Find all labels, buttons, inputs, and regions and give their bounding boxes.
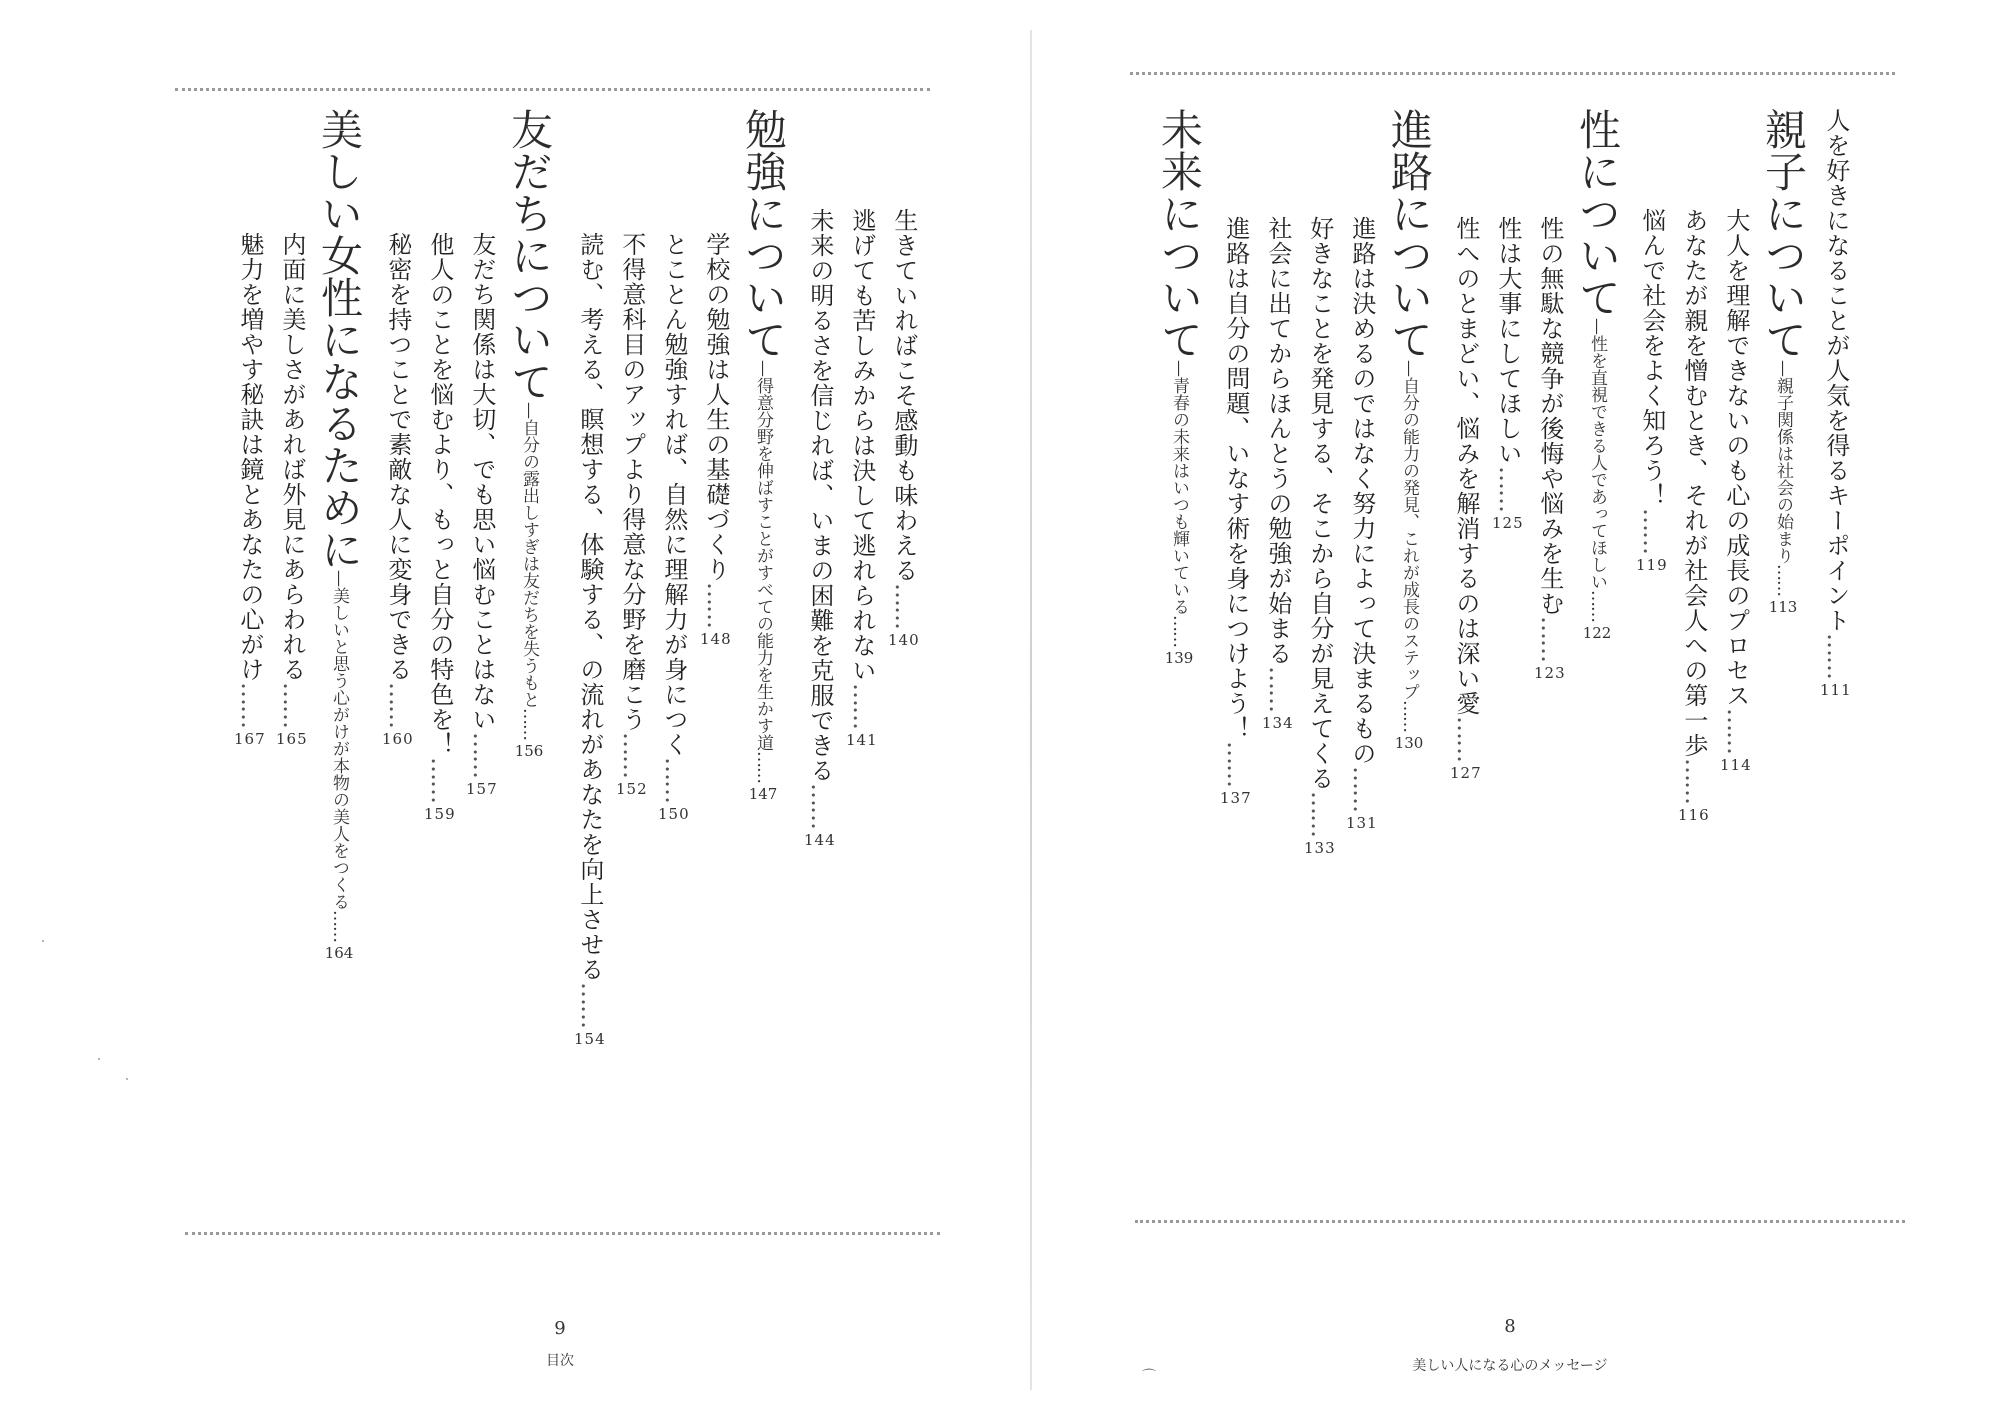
toc-entry[interactable]: 進路は決めるのではなく努力によって決まるもの……131 [1346, 216, 1378, 832]
right-page [1030, 0, 2000, 1418]
scan-mark: ⌒ [1142, 1369, 1156, 1385]
bottom-dotted-rule [185, 1232, 940, 1235]
toc-entry[interactable]: 性は大事にしてほしい……125 [1492, 216, 1524, 532]
section-heading[interactable]: 友だちについて—自分の露出しすぎは友だちを失うもと……156 [505, 108, 554, 760]
toc-entry[interactable]: 社会に出てからほんとうの勉強が始まる……134 [1262, 216, 1294, 732]
top-dotted-rule [175, 88, 930, 91]
toc-entry[interactable]: 性の無駄な競争が後悔や悩みを生む……123 [1534, 216, 1566, 682]
toc-entry[interactable]: 秘密を持つことで素敵な人に変身できる……160 [382, 232, 414, 748]
toc-entry[interactable]: 不得意科目のアップより得意な分野を磨こう……152 [616, 232, 648, 798]
section-heading[interactable]: 美しい女性になるために—美しいと思う心がけが本物の美人をつくる……164 [315, 108, 364, 962]
scan-speck [42, 940, 44, 942]
running-head: 目次 [546, 1353, 574, 1369]
section-heading[interactable]: 親子について—親子関係は社会の始まり……113 [1759, 108, 1808, 616]
toc-entry[interactable]: 内面に美しさがあれば外見にあらわれる……165 [276, 232, 308, 748]
section-heading[interactable]: 進路について—自分の能力の発見、これが成長のステップ……130 [1385, 108, 1434, 752]
top-dotted-rule [1130, 72, 1895, 75]
toc-entry[interactable]: 読む、考える、瞑想する、体験する、の流れがあなたを向上させる……154 [574, 232, 606, 1048]
toc-entry[interactable]: 魅力を増やす秘訣は鏡とあなたの心がけ……167 [234, 232, 266, 748]
toc-entry[interactable]: 人を好きになることが人気を得るキーポイント……111 [1820, 108, 1852, 699]
toc-entry[interactable]: 好きなことを発見する、そこから自分が見えてくる……133 [1304, 216, 1336, 857]
page-number: 9 [554, 1318, 566, 1339]
scan-speck [98, 1058, 100, 1060]
toc-entry[interactable]: 他人のことを悩むより、もっと自分の特色を！……159 [424, 232, 456, 823]
scan-speck [126, 1078, 128, 1080]
section-heading[interactable]: 勉強について—得意分野を伸ばすことがすべての能力を生かす道……147 [739, 108, 788, 803]
toc-entry[interactable]: 生きていればこそ感動も味わえる……140 [888, 208, 920, 649]
toc-entry[interactable]: 友だち関係は大切、でも思い悩むことはない……157 [466, 232, 498, 798]
bottom-dotted-rule [1135, 1220, 1905, 1223]
toc-entry[interactable]: 学校の勉強は人生の基礎づくり……148 [700, 232, 732, 648]
page-number: 8 [1504, 1316, 1516, 1337]
toc-entry[interactable]: あなたが親を憎むとき、それが社会人への第一歩……116 [1678, 208, 1710, 824]
toc-entry[interactable]: 未来の明るさを信じれば、いまの困難を克服できる……144 [804, 208, 836, 849]
toc-entry[interactable]: 悩んで社会をよく知ろう！……119 [1636, 208, 1668, 574]
toc-entry[interactable]: 大人を理解できないのも心の成長のプロセス……114 [1720, 208, 1752, 774]
section-heading[interactable]: 性について—性を直視できる人であってほしい……122 [1573, 108, 1622, 642]
running-head: 美しい人になる心のメッセージ [1412, 1358, 1608, 1374]
toc-entry[interactable]: とことん勉強すれば、自然に理解力が身につく……150 [658, 232, 690, 823]
section-heading[interactable]: 未来について—青春の未来はいつも輝いている……139 [1155, 108, 1204, 667]
toc-entry[interactable]: 進路は自分の問題、いなす術を身につけよう！……137 [1220, 216, 1252, 807]
toc-entry[interactable]: 逃げても苦しみからは決して逃れられない……141 [846, 208, 878, 749]
toc-entry[interactable]: 性へのとまどい、悩みを解消するのは深い愛……127 [1450, 216, 1482, 782]
